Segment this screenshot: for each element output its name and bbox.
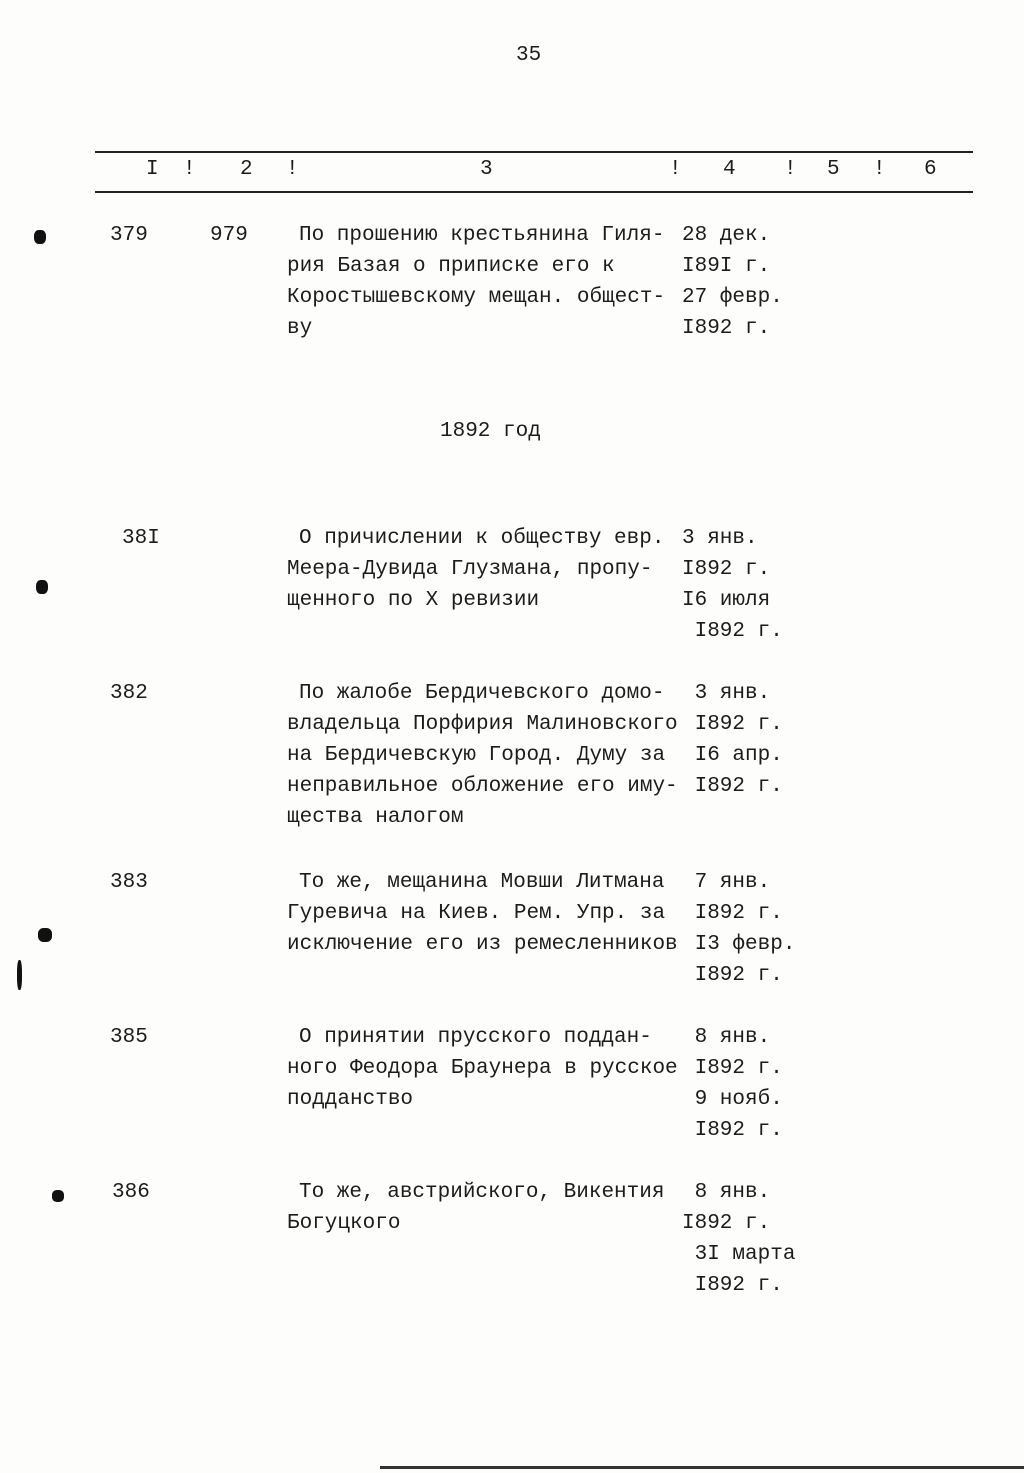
date-line: 9 нояб.	[682, 1088, 783, 1111]
entry-dates	[682, 867, 795, 991]
date-line: I892 г.	[682, 317, 771, 340]
header-col-2: 2	[240, 158, 253, 181]
header-sep: !	[183, 158, 196, 181]
entry-description	[287, 1022, 678, 1115]
date-line: I892 г.	[682, 964, 783, 987]
header-col-4: 4	[723, 158, 736, 181]
header-col-1: I	[146, 158, 159, 181]
entry-number: 385	[110, 1026, 148, 1049]
entry-dates	[682, 523, 783, 647]
description-line: Гуревича на Киев. Рем. Упр. за	[287, 902, 666, 925]
entry-dates	[682, 678, 783, 802]
entry-description	[287, 678, 678, 833]
date-line: 3I марта	[682, 1243, 796, 1266]
entry-description	[287, 220, 665, 344]
description-line: ву	[287, 317, 313, 340]
entry-dates	[682, 1177, 795, 1301]
header-col-6: 6	[924, 158, 937, 181]
description-line: неправильное обложение его иму-	[287, 775, 678, 798]
bottom-edge-line	[380, 1466, 1024, 1469]
page-number: 35	[516, 44, 542, 67]
date-line: 28 дек.	[682, 224, 771, 247]
entry-number: 382	[110, 682, 148, 705]
binding-hole-mark	[36, 580, 48, 594]
binding-hole-mark	[38, 928, 52, 942]
entry-number: 383	[110, 871, 148, 894]
header-sep: !	[669, 158, 682, 181]
binding-hole-mark	[17, 960, 22, 990]
date-line: I892 г.	[682, 558, 771, 581]
header-sep: !	[873, 158, 886, 181]
date-line: I6 июля	[682, 589, 771, 612]
entry-number: 379	[110, 224, 148, 247]
description-line: То же, австрийского, Викентия	[299, 1181, 665, 1204]
date-line: I892 г.	[682, 1274, 783, 1297]
header-col-5: 5	[827, 158, 840, 181]
description-line: О принятии прусского поддан-	[299, 1026, 652, 1049]
date-line: 3 янв.	[682, 527, 758, 550]
header-sep: !	[286, 158, 299, 181]
header-col-3: 3	[480, 158, 493, 181]
entry-dates	[682, 220, 783, 344]
date-line: 8 янв.	[682, 1181, 771, 1204]
description-line: владельца Порфирия Малиновского	[287, 713, 678, 736]
description-line: рия Базая о приписке его к	[287, 255, 615, 278]
description-line: щенного по Х ревизии	[287, 589, 540, 612]
description-line: По прошению крестьянина Гиля-	[299, 224, 665, 247]
entry-description	[287, 1177, 664, 1239]
date-line: I892 г.	[682, 1119, 783, 1142]
header-sep: !	[784, 158, 797, 181]
date-line: I892 г.	[682, 713, 783, 736]
date-line: 8 янв.	[682, 1026, 771, 1049]
description-line: То же, мещанина Мовши Литмана	[299, 871, 665, 894]
description-line: Меера-Дувида Глузмана, пропу-	[287, 558, 653, 581]
entry-description	[287, 867, 678, 960]
date-line: I892 г.	[682, 902, 783, 925]
description-line: щества налогом	[287, 806, 464, 829]
description-line: подданство	[287, 1088, 414, 1111]
description-line: ного Феодора Браунера в русское	[287, 1057, 678, 1080]
description-line: О причислении к обществу евр.	[299, 527, 665, 550]
header-bottom-rule	[95, 191, 973, 193]
date-line: I89I г.	[682, 255, 771, 278]
date-line: 7 янв.	[682, 871, 771, 894]
binding-hole-mark	[52, 1190, 64, 1202]
entry-description	[287, 523, 664, 616]
binding-hole-mark	[34, 230, 46, 244]
date-line: I892 г.	[682, 620, 783, 643]
description-line: Богуцкого	[287, 1212, 401, 1235]
description-line: По жалобе Бердичевского домо-	[299, 682, 665, 705]
entry-dates	[682, 1022, 783, 1146]
date-line: 27 февр.	[682, 286, 783, 309]
entry-case-number: 979	[210, 224, 248, 247]
entry-number: 38I	[122, 527, 160, 550]
date-line: I3 февр.	[682, 933, 796, 956]
date-line: I892 г.	[682, 1057, 783, 1080]
header-top-rule	[95, 151, 973, 153]
description-line: Коростышевскому мещан. общест-	[287, 286, 666, 309]
date-line: 3 янв.	[682, 682, 771, 705]
entry-number: 386	[112, 1181, 150, 1204]
year-heading: 1892 год	[440, 420, 541, 443]
date-line: I6 апр.	[682, 744, 783, 767]
date-line: I892 г.	[682, 775, 783, 798]
date-line: I892 г.	[682, 1212, 771, 1235]
description-line: на Бердичевскую Город. Думу за	[287, 744, 666, 767]
description-line: исключение его из ремесленников	[287, 933, 678, 956]
